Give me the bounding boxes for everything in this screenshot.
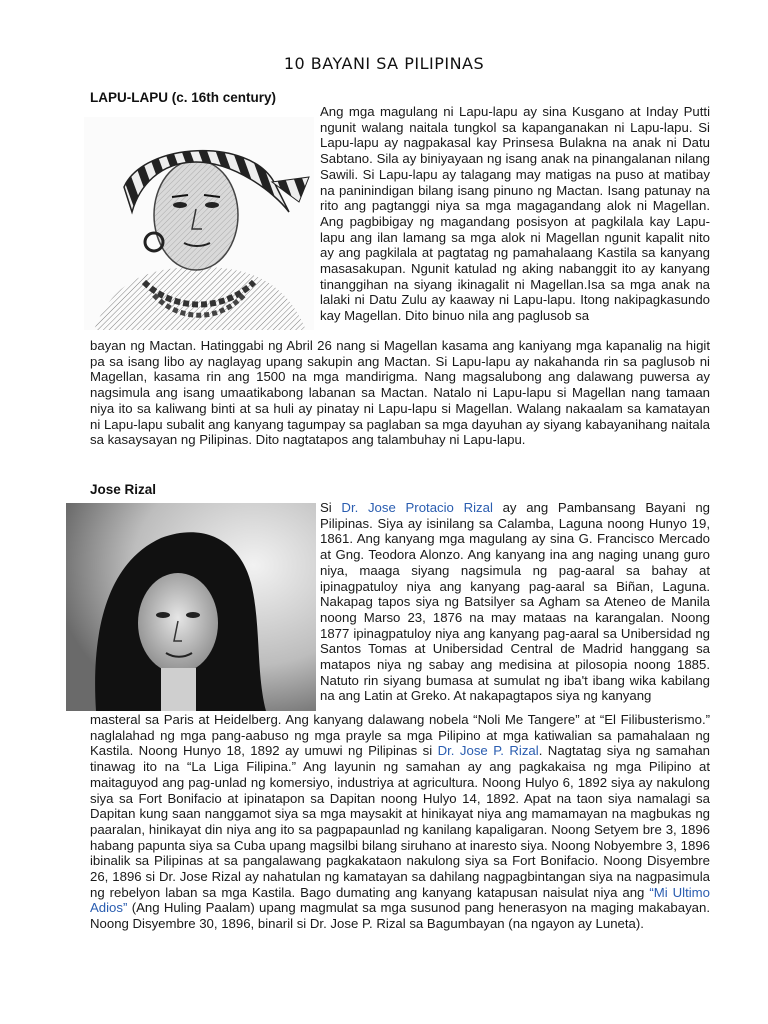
rizal-text-below-3: (Ang Huling Paalam) upang magmulat sa mga susunod pang henerasyon na maging makabayan. Noong Disyembre 30, 1896, binaril si Dr. Jose P. Rizal sa Bagumbayan (na ngayon ay Luneta). (90, 900, 710, 932)
rizal-name-link[interactable]: Dr. Jose Protacio Rizal (341, 500, 493, 515)
lapu-lapu-portrait (84, 117, 314, 330)
rizal-text-below-1: masteral sa Paris at Heidelberg. Ang kanyang dalawang nobela “Noli Me Tangere” at “El Filibusterismo.” naglalahad ng mga pang-aabuso ng mga prayle sa mga Pilipino at mga katiwalian sa pamahalaan ng Kastila. Noong Hunyo 18, 1892 ay umuwi ng Pilipinas si (90, 712, 710, 759)
lapu-lapu-paragraph-top: Ang mga magulang ni Lapu-lapu ay sina Kusgano at Inday Putti ngunit walang naitala tungkol sa kapanganakan ni Lapu-lapu. Si Lapu-lapu ay nagpakasal kay Prinsesa Bulakna na anak ni Datu Sabtano. Sila ay biniyayaan ng isang anak na pinangalanan nilang Sawili. Si Lapu-lapu ay talagang may matigas na puso at matibay na paninindigan bilang isang pinuno ng Mactan. Isang patunay na rito ang pagtanggi niya sa mga magagandang alok ni Magellan. Ang pagbibigay ng magandang posisyon at pagkilala kay Lapu-lapu ang ilan lamang sa mga alok ni Magellan ngunit kapalit nito ay ang pagkilala at pagtatag ng pamahalaang Kastila sa kanyang masasakupan. Ngunit katulad ng aking nabanggit ito ay kanyang tinanggihan na siyang ikinagalit ni Magellan.Isa sa mga anak na lalaki ni Datu Zulu ay kaaway ni Lapu-lapu. Itong nakipagkasundo kay Magellan. Dito binuo nila ang paglusob sa (320, 104, 710, 324)
mi-ultimo-adios-link[interactable]: “Mi Ultimo Adios” (90, 884, 711, 916)
section-heading-lapu-lapu: LAPU-LAPU (c. 16th century) (90, 90, 277, 105)
text-si: Si (320, 500, 342, 515)
jose-rizal-paragraph-top (320, 500, 710, 704)
lapu-lapu-paragraph-bottom: bayan ng Mactan. Hatinggabi ng Abril 26 nang si Magellan kasama ang kaniyang mga kapanalig na higit pa sa isang libo ay naglayag upang sakupin ang Mactan. Si Lapu-lapu ay nakahanda rin sa paglusob ni Magellan, kasama rin ang 1500 na mga mandirigma. Nang magsalubong ang dalawang puwersa ay nagsimula ang isang umaatikabong labanan sa Mactan. Natalo ni Lapu-lapu si Magellan nang tamaan niya ito sa kaliwang binti at sa huli ay pinatay ni Lapu-lapu si Magellan. Walang nakaalam sa kamatayan ni Lapu-lapu subalit ang kanyang tagumpay sa paglaban sa mga dayuhan ay siyang kabayanihang naitala sa kasaysayan ng Pilipinas. Dito nagtatapos ang talambuhay ni Lapu-lapu. (90, 338, 710, 448)
rizal-text-beside: ay ang Pambansang Bayani ng Pilipinas. Siya ay isinilang sa Calamba, Laguna noong Hunyo 19, 1861. Ang kanyang mga magulang ay sina G. Francisco Mercado at Gng. Teodora Alonzo. Ang kanyang ina ang naging unang guro niya, maaga siyang nagsimula ng pag-aaral sa bahay at ipinagpatuloy niya ang kanyang pag-aaral sa Biñan, Laguna. Nakapag tapos siya ng Batsilyer sa Agham sa Ateneo de Manila noong Marso 23, 1876 na may mataas na karangalan. Noong 1877 ipinagpatuloy niya ang kanyang pag-aaral sa Unibersidad ng Santos Tomas at Unibersidad Central de Madrid hanggang sa matapos niya ng sabay ang medisina at pilosopia noong 1885. Natuto rin siyang bumasa at sumulat ng iba't ibang wika kabilang na ang Latin at Greko. At nakapagtapos siya ng kanyang (320, 500, 711, 704)
section-heading-jose-rizal: Jose Rizal (90, 482, 157, 497)
rizal-name-link-2[interactable]: Dr. Jose P. Rizal (437, 743, 539, 759)
document-title: 10 BAYANI SA PILIPINAS (283, 54, 485, 73)
jose-rizal-photograph (66, 503, 316, 711)
rizal-text-below-2: . Nagtatag siya ng samahan tinawag ito na “La Liga Filipina.” Ang layunin ng samahan ay ang pagkakaisa ng mga Pilipino at maitaguyod ang pag-unlad ng komersiyo, industriya at agricultura. Noong Hulyo 6, 1892 siya ay nakulong siya sa Fort Bonifacio at ipinatapon sa Dapitan noong Hulyo 14, 1892. Apat na taon siya namalagi sa Dapitan kung saan nanggamot siya sa mga maysakit at hinikayat niya ang mamamayan na magbukas ng paaralan, hinikayat din niya ang ito sa pagpapaunlad ng kanilang kapaligaran. Noong Setyem bre 3, 1896 habang papunta siya sa Cuba upang magsilbi bilang siruhano at inaresto siya. Noong Nobyembre 3, 1896 ibinalik sa Pilipinas at sa pangalawang pagkakataon nakulong siya sa Fort Bonifacio. Noong Disyembre 26, 1896 si Dr. Jose Rizal ay nahatulan ng kamatayan sa dahilang nagpagbintangan siya na nagpasimula ng rebelyon laban sa mga Kastila. Bago dumating ang kanyang katapusan naisulat niya ang (90, 743, 711, 900)
jose-rizal-photo (66, 503, 316, 711)
lapu-lapu-engraving (84, 117, 314, 330)
jose-rizal-paragraph-bottom (90, 712, 710, 932)
